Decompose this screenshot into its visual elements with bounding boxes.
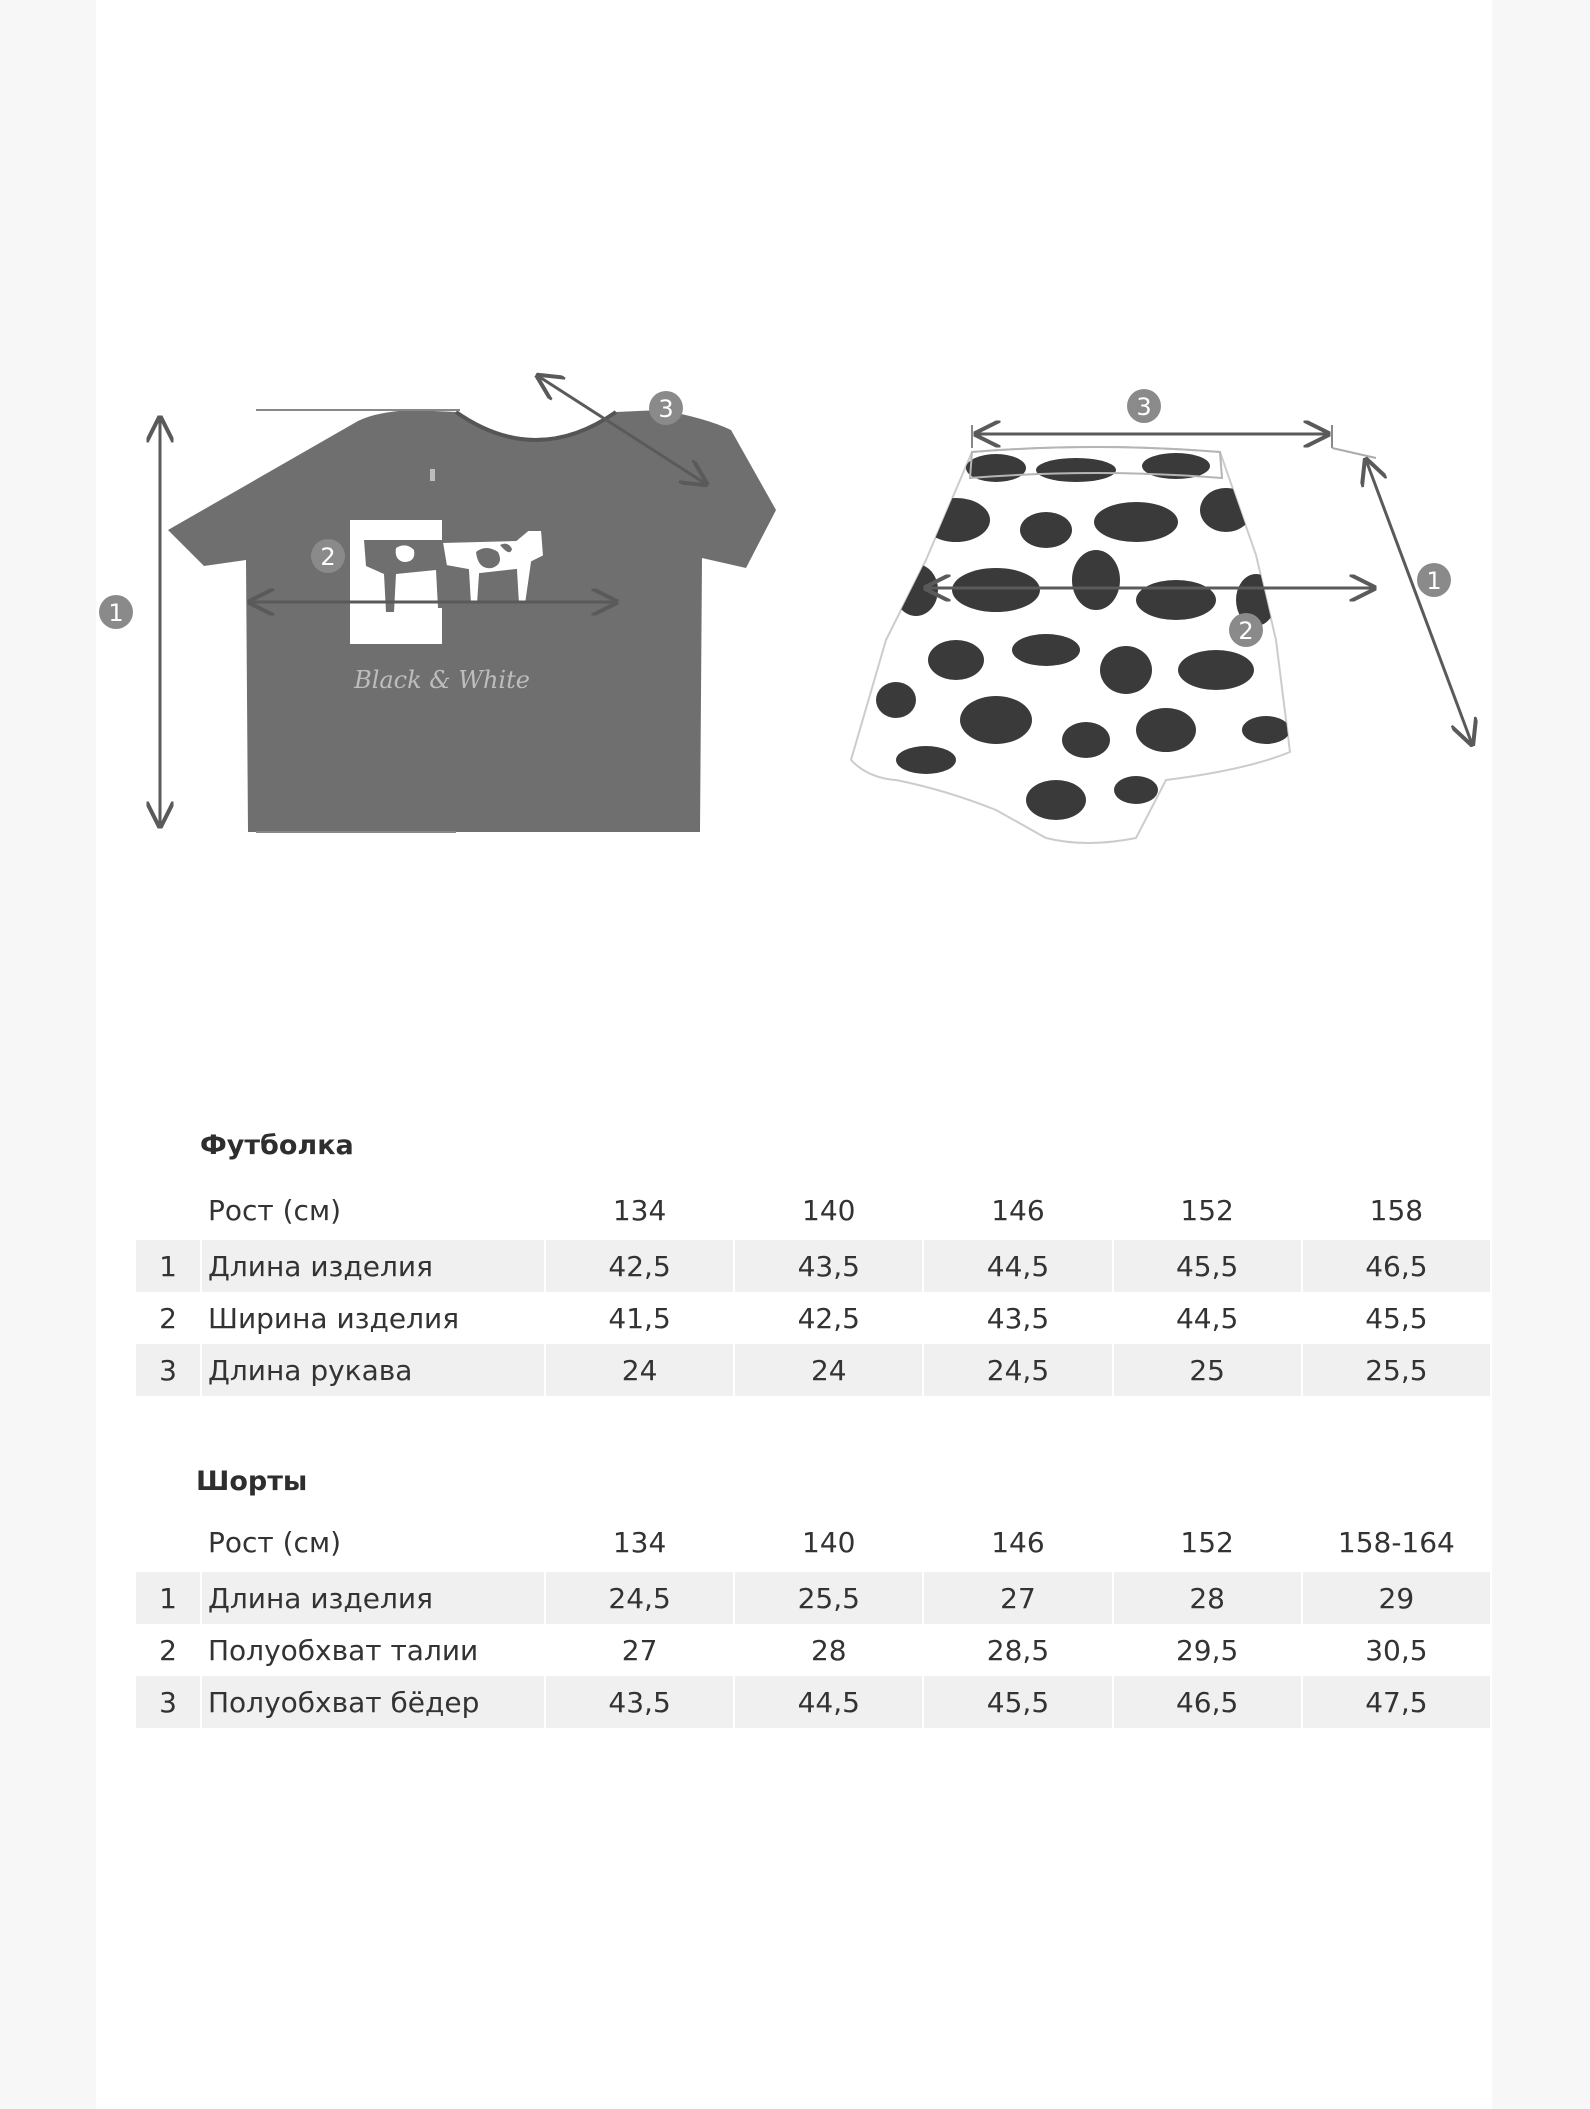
row-number: 2 xyxy=(159,1633,177,1667)
size-header: 158-164 xyxy=(1337,1525,1455,1559)
table-row xyxy=(136,1572,1490,1624)
table-cell: 43,5 xyxy=(986,1301,1050,1335)
table-cell: 27 xyxy=(621,1633,658,1667)
table-cell: 28,5 xyxy=(986,1633,1050,1667)
row-number: 2 xyxy=(159,1301,177,1335)
tshirt-marker-2-label: 2 xyxy=(320,543,336,571)
row-number: 1 xyxy=(136,1240,200,1292)
table-cell: 25,5 xyxy=(1303,1344,1490,1396)
size-chart-sheet xyxy=(96,0,1492,2109)
shorts-illustration xyxy=(851,389,1472,843)
tshirt-size-table xyxy=(134,1180,1492,1396)
shorts-marker-2-label: 2 xyxy=(1238,617,1254,645)
table-cell: 43,5 xyxy=(546,1676,733,1728)
table-cell: 47,5 xyxy=(1303,1676,1490,1728)
height-label: Рост (см) xyxy=(208,1193,341,1227)
tshirt-print-text: Black & White xyxy=(354,666,530,694)
table-cell: 44,5 xyxy=(1175,1301,1239,1335)
table-cell: 25 xyxy=(1114,1344,1301,1396)
table-cell: 25,5 xyxy=(735,1572,922,1624)
table-cell: 44,5 xyxy=(924,1240,1111,1292)
row-label: Ширина изделия xyxy=(208,1301,460,1335)
table-cell: 46,5 xyxy=(1114,1676,1301,1728)
height-label: Рост (см) xyxy=(208,1525,341,1559)
table-cell: 29,5 xyxy=(1175,1633,1239,1667)
tshirt-marker-1-label: 1 xyxy=(108,599,124,627)
shorts-table-title: Шорты xyxy=(196,1466,308,1497)
table-row xyxy=(136,1240,1490,1292)
cow-print-graphic xyxy=(350,520,544,644)
size-header: 140 xyxy=(802,1193,856,1227)
table-cell: 45,5 xyxy=(924,1676,1111,1728)
table-cell: 27 xyxy=(924,1572,1111,1624)
row-label: Длина рукава xyxy=(202,1344,544,1396)
tshirt-illustration xyxy=(99,376,776,832)
table-cell: 43,5 xyxy=(735,1240,922,1292)
size-header: 158 xyxy=(1369,1193,1424,1227)
row-label: Полуобхват бёдер xyxy=(202,1676,544,1728)
row-label: Длина изделия xyxy=(202,1240,544,1292)
table-cell: 42,5 xyxy=(797,1301,860,1335)
table-cell: 24,5 xyxy=(546,1572,733,1624)
table-cell: 28 xyxy=(810,1633,847,1667)
size-header: 134 xyxy=(612,1525,667,1559)
table-cell: 41,5 xyxy=(608,1301,671,1335)
table-row xyxy=(136,1292,1490,1344)
table-cell: 24,5 xyxy=(924,1344,1111,1396)
table-cell: 46,5 xyxy=(1303,1240,1490,1292)
table-cell: 30,5 xyxy=(1365,1633,1428,1667)
table-cell: 24 xyxy=(735,1344,922,1396)
row-number: 3 xyxy=(136,1344,200,1396)
table-cell: 45,5 xyxy=(1114,1240,1301,1292)
tshirt-table-title: Футболка xyxy=(200,1130,354,1161)
table-row xyxy=(136,1344,1490,1396)
size-header: 152 xyxy=(1180,1525,1234,1559)
table-cell: 24 xyxy=(546,1344,733,1396)
size-header: 134 xyxy=(612,1193,667,1227)
table-row xyxy=(136,1624,1490,1676)
table-row xyxy=(136,1676,1490,1728)
row-number: 1 xyxy=(136,1572,200,1624)
table-cell: 44,5 xyxy=(735,1676,922,1728)
size-header: 152 xyxy=(1180,1193,1234,1227)
table-cell: 28 xyxy=(1114,1572,1301,1624)
garment-illustrations xyxy=(96,0,1492,1000)
shorts-marker-3-label: 3 xyxy=(1136,393,1152,421)
shorts-length-arrow xyxy=(1366,460,1472,744)
table-cell: 42,5 xyxy=(546,1240,733,1292)
table-header-row xyxy=(136,1180,1490,1240)
size-header: 146 xyxy=(991,1193,1045,1227)
row-label: Полуобхват талии xyxy=(208,1633,479,1667)
table-header-row xyxy=(136,1512,1490,1572)
table-cell: 45,5 xyxy=(1365,1301,1428,1335)
row-label: Длина изделия xyxy=(202,1572,544,1624)
row-number: 3 xyxy=(136,1676,200,1728)
size-header: 146 xyxy=(991,1525,1045,1559)
table-cell: 29 xyxy=(1303,1572,1490,1624)
size-header: 140 xyxy=(802,1525,856,1559)
tshirt-marker-3-label: 3 xyxy=(658,395,674,423)
shorts-marker-1-label: 1 xyxy=(1426,567,1442,595)
shorts-size-table xyxy=(134,1512,1492,1728)
